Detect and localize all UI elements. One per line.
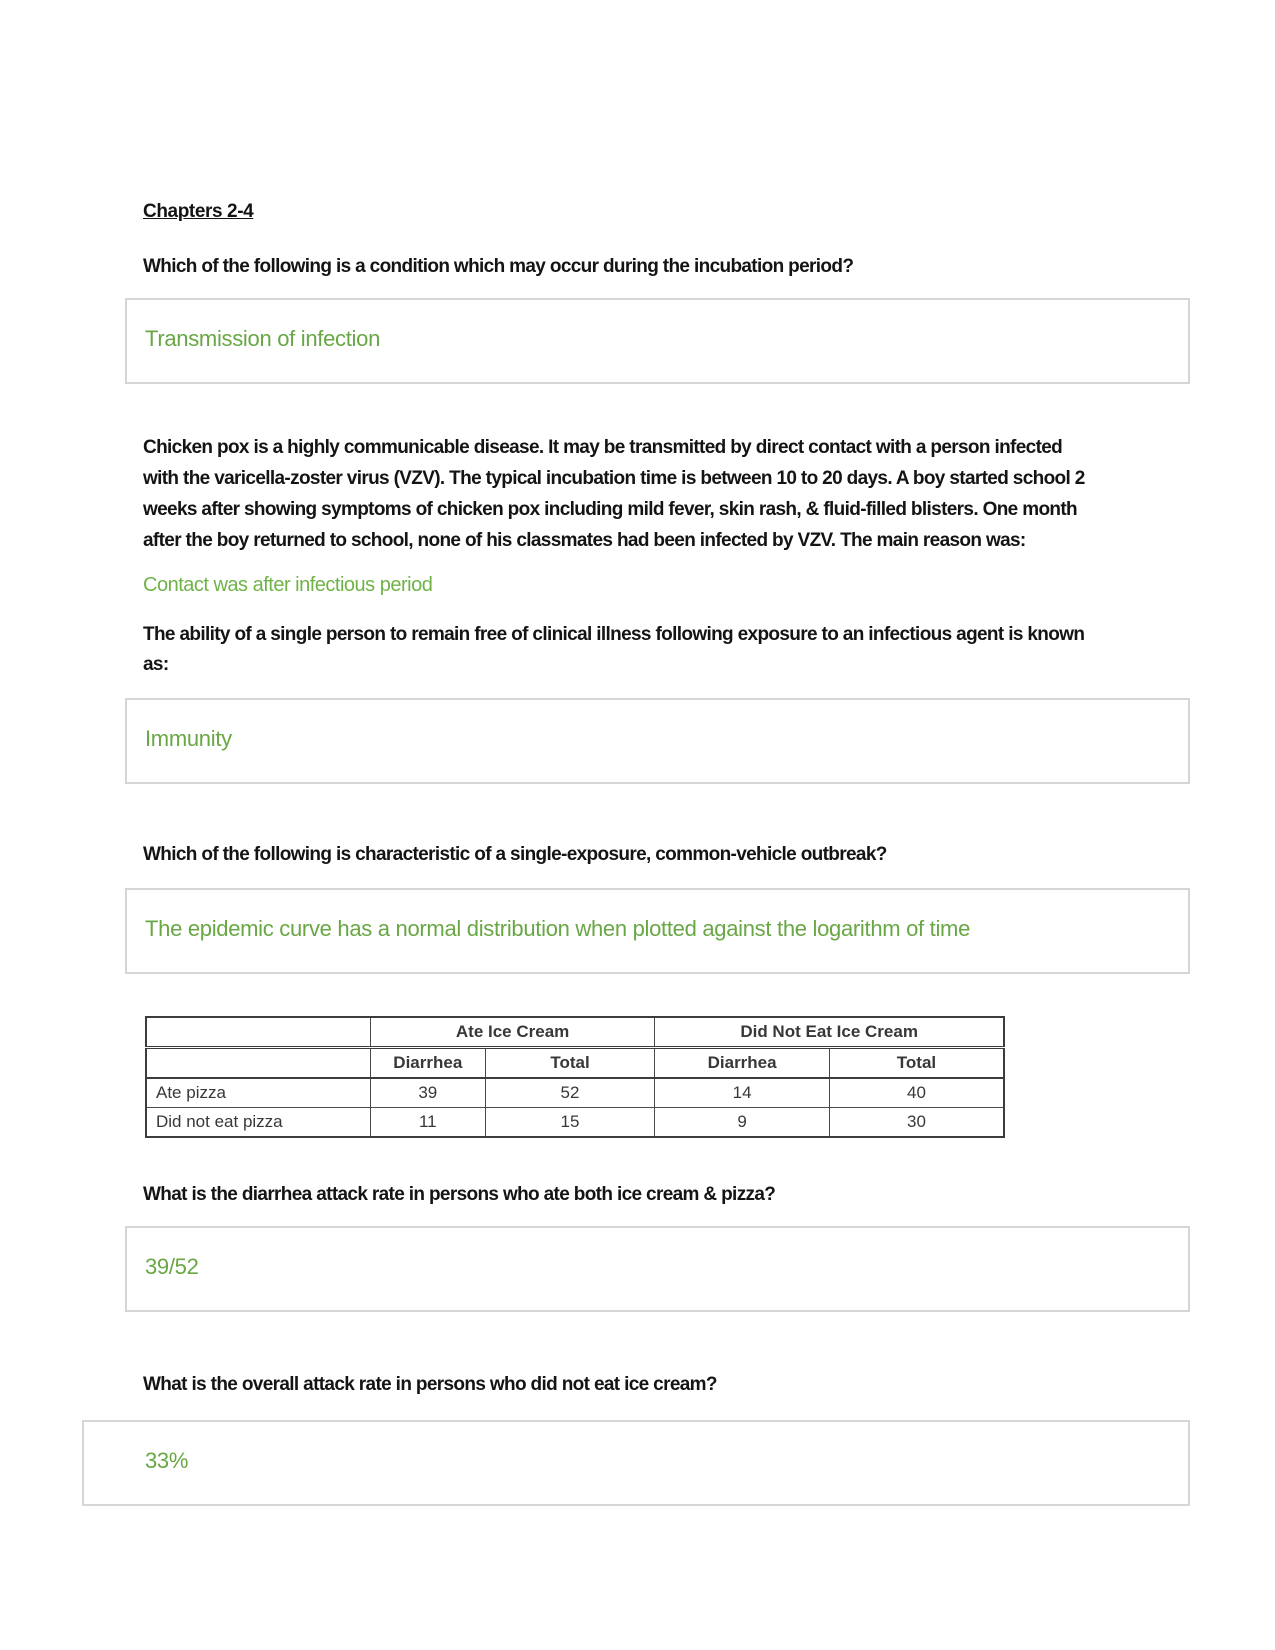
table-group-did-not-eat-ice-cream: Did Not Eat Ice Cream (655, 1017, 1004, 1048)
table-header-diarrhea: Diarrhea (655, 1048, 830, 1079)
answer-text: The epidemic curve has a normal distribution when plotted against the logarithm of time (145, 916, 971, 941)
table-cell: 52 (485, 1078, 655, 1108)
answer-text: Immunity (145, 726, 232, 751)
question-incubation-period: Which of the following is a condition which may occur during the incubation period? (143, 256, 854, 277)
attack-rate-table (145, 1016, 1005, 1138)
answer-box-attack-rate (125, 1226, 1190, 1312)
row-label-ate-pizza: Ate pizza (146, 1078, 370, 1108)
table-corner-cell (146, 1048, 370, 1079)
row-label-did-not-eat-pizza: Did not eat pizza (146, 1108, 370, 1138)
question-diarrhea-attack-rate: What is the diarrhea attack rate in persons who ate both ice cream & pizza? (143, 1184, 776, 1205)
answer-box-overall-attack-rate (82, 1420, 1190, 1506)
table-group-ate-ice-cream: Ate Ice Cream (370, 1017, 654, 1048)
answer-box-epidemic-curve (125, 888, 1190, 974)
question-overall-attack-rate: What is the overall attack rate in persons who did not eat ice cream? (143, 1374, 717, 1395)
table-cell: 15 (485, 1108, 655, 1138)
answer-text: 33% (145, 1448, 189, 1473)
answer-box-incubation-period (125, 298, 1190, 384)
table-cell: 40 (829, 1078, 1004, 1108)
table-cell: 39 (370, 1078, 485, 1108)
table-cell: 30 (829, 1108, 1004, 1138)
table-row (146, 1078, 1004, 1108)
table-header-diarrhea: Diarrhea (370, 1048, 485, 1079)
table-group-header-row (146, 1017, 1004, 1048)
question-common-vehicle-outbreak: Which of the following is characteristic of a single-exposure, common-vehicle outbreak? (143, 844, 887, 865)
table-header-total: Total (829, 1048, 1004, 1079)
table-cell: 11 (370, 1108, 485, 1138)
answer-box-immunity (125, 698, 1190, 784)
inline-answer-infectious-period: Contact was after infectious period (143, 574, 433, 596)
table-sub-header-row (146, 1048, 1004, 1079)
table-corner-cell (146, 1017, 370, 1048)
table-cell: 14 (655, 1078, 830, 1108)
case-study-paragraph: Chicken pox is a highly communicable disease. It may be transmitted by direct contact with a person infected with the varicella-zoster virus (VZV). The typical incubation time is between 10 to 20 days. A boy started school 2 weeks after showing symptoms of chicken pox including mild fever, skin rash, & fluid-filled blisters. One month after the boy returned to school, none of his classmates had been infected by VZV. The main reason was: (143, 437, 1085, 551)
table-header-total: Total (485, 1048, 655, 1079)
answer-text: 39/52 (145, 1254, 199, 1279)
answer-text: Transmission of infection (145, 326, 381, 351)
question-immunity: The ability of a single person to remain free of clinical illness following exposure to an infectious agent is known as: (143, 624, 1085, 675)
document-title: Chapters 2-4 (143, 201, 254, 222)
table-row (146, 1108, 1004, 1138)
table-cell: 9 (655, 1108, 830, 1138)
